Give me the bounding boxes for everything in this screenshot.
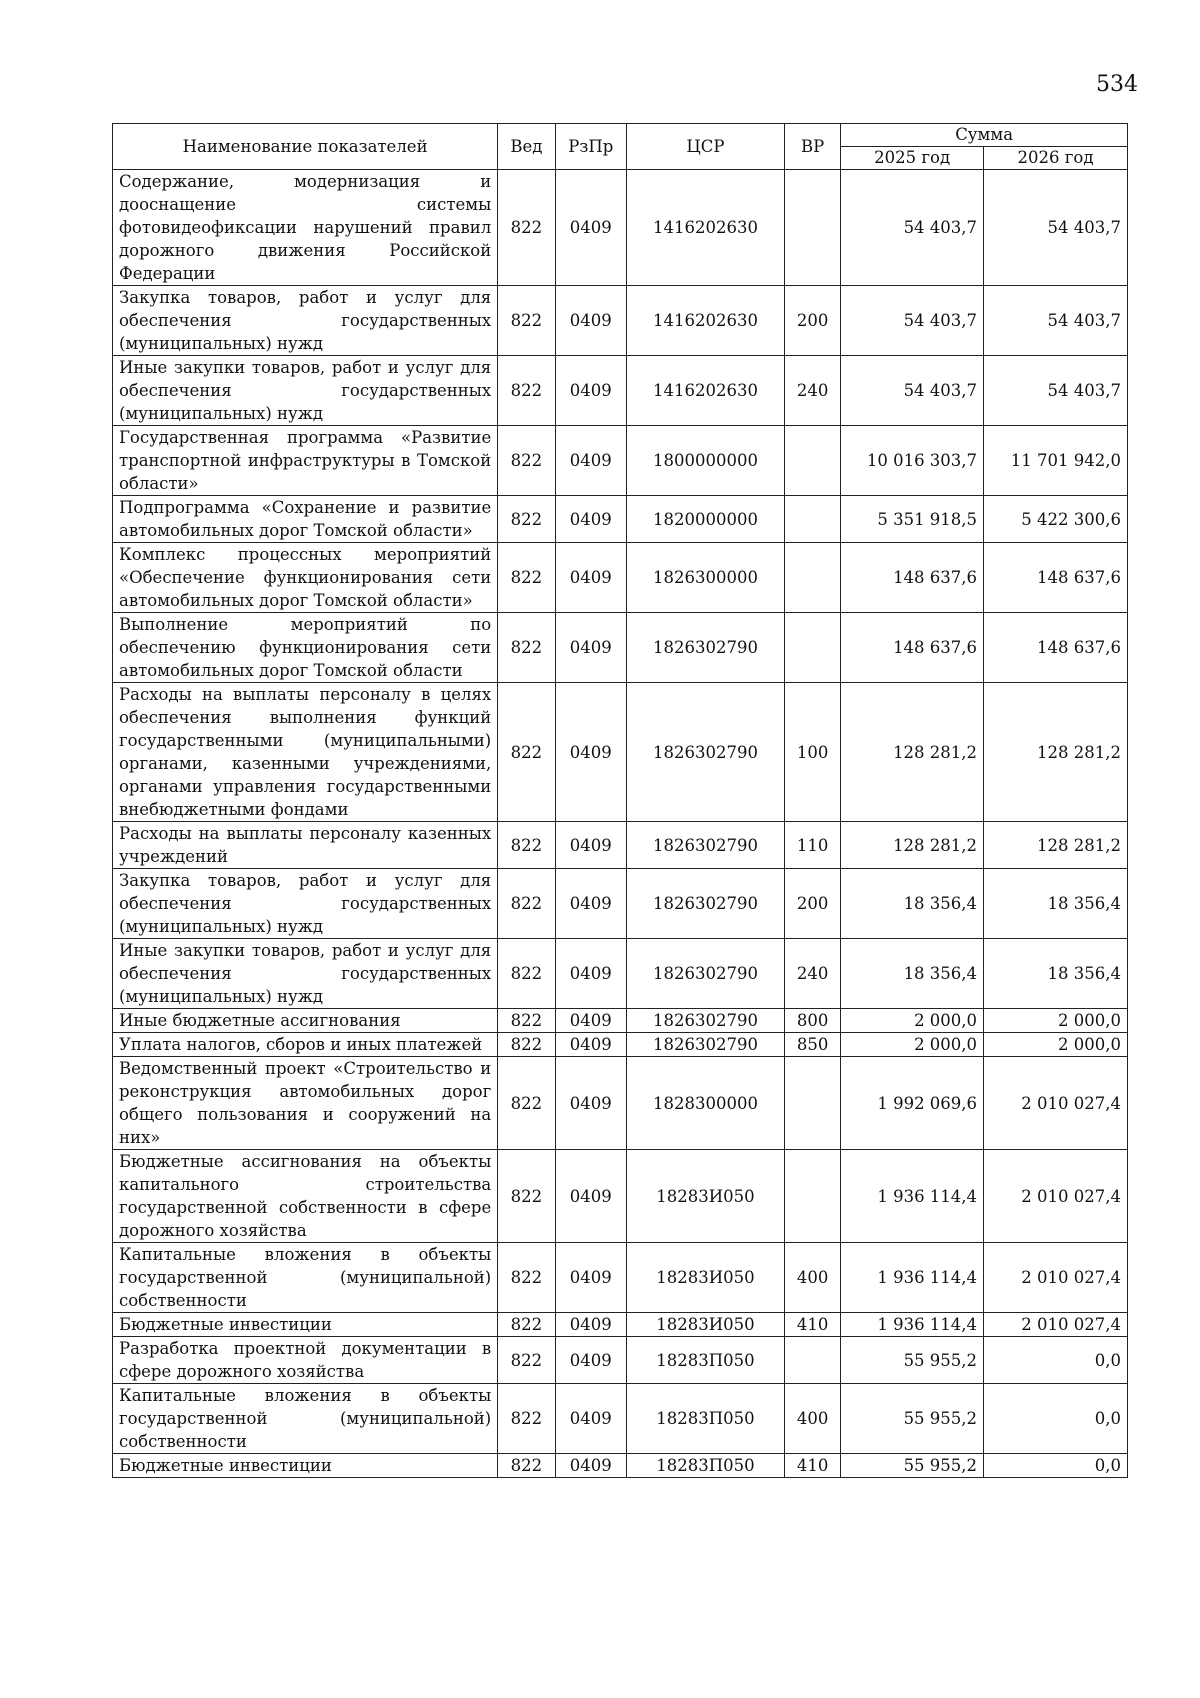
row-name: Иные закупки товаров, работ и услуг для обеспечения государственных (муниципальных) нужд — [113, 356, 498, 426]
row-ved: 822 — [498, 1243, 555, 1313]
row-sum-2025: 128 281,2 — [841, 822, 984, 869]
row-vr — [784, 613, 840, 683]
header-ved: Вед — [498, 124, 555, 170]
header-rzpr: РзПр — [555, 124, 626, 170]
row-name: Расходы на выплаты персоналу казенных учреждений — [113, 822, 498, 869]
row-sum-2026: 0,0 — [984, 1337, 1128, 1384]
row-vr — [784, 496, 840, 543]
row-sum-2026: 2 000,0 — [984, 1033, 1128, 1057]
row-csr: 1826302790 — [626, 939, 784, 1009]
table-row — [113, 496, 1128, 543]
row-sum-2025: 55 955,2 — [841, 1384, 984, 1454]
table-body — [113, 170, 1128, 1478]
row-ved: 822 — [498, 356, 555, 426]
table-row — [113, 426, 1128, 496]
row-ved: 822 — [498, 869, 555, 939]
row-sum-2026: 54 403,7 — [984, 356, 1128, 426]
row-csr: 18283П050 — [626, 1384, 784, 1454]
row-sum-2026: 2 000,0 — [984, 1009, 1128, 1033]
row-vr — [784, 426, 840, 496]
row-name: Ведомственный проект «Строительство и реконструкция автомобильных дорог общего пользования и сооружений на них» — [113, 1057, 498, 1150]
row-csr: 18283П050 — [626, 1454, 784, 1478]
row-rzpr: 0409 — [555, 683, 626, 822]
row-sum-2026: 2 010 027,4 — [984, 1057, 1128, 1150]
row-sum-2025: 18 356,4 — [841, 869, 984, 939]
table-row — [113, 822, 1128, 869]
row-vr: 800 — [784, 1009, 840, 1033]
row-sum-2025: 10 016 303,7 — [841, 426, 984, 496]
table-header — [113, 124, 1128, 170]
row-ved: 822 — [498, 1313, 555, 1337]
row-csr: 1826302790 — [626, 683, 784, 822]
table-row — [113, 869, 1128, 939]
table-row — [113, 1009, 1128, 1033]
row-ved: 822 — [498, 1033, 555, 1057]
row-csr: 1416202630 — [626, 286, 784, 356]
table-row — [113, 356, 1128, 426]
row-csr: 1826302790 — [626, 1033, 784, 1057]
row-ved: 822 — [498, 1150, 555, 1243]
row-name: Государственная программа «Развитие транспортной инфраструктуры в Томской области» — [113, 426, 498, 496]
row-sum-2026: 2 010 027,4 — [984, 1150, 1128, 1243]
row-rzpr: 0409 — [555, 822, 626, 869]
row-sum-2026: 11 701 942,0 — [984, 426, 1128, 496]
row-name: Капитальные вложения в объекты государственной (муниципальной) собственности — [113, 1243, 498, 1313]
row-rzpr: 0409 — [555, 496, 626, 543]
header-year-2025: 2025 год — [841, 147, 984, 170]
row-rzpr: 0409 — [555, 1150, 626, 1243]
row-ved: 822 — [498, 170, 555, 286]
row-ved: 822 — [498, 613, 555, 683]
row-vr: 110 — [784, 822, 840, 869]
row-name: Закупка товаров, работ и услуг для обеспечения государственных (муниципальных) нужд — [113, 286, 498, 356]
row-name: Содержание, модернизация и дооснащение системы фотовидеофиксации нарушений правил дорожного движения Российской Федерации — [113, 170, 498, 286]
row-csr: 1828300000 — [626, 1057, 784, 1150]
row-csr: 1416202630 — [626, 356, 784, 426]
row-sum-2026: 54 403,7 — [984, 286, 1128, 356]
table-row — [113, 170, 1128, 286]
page-number: 534 — [1096, 72, 1138, 97]
row-ved: 822 — [498, 426, 555, 496]
row-csr: 1826302790 — [626, 869, 784, 939]
row-sum-2025: 55 955,2 — [841, 1454, 984, 1478]
row-name: Бюджетные ассигнования на объекты капитального строительства государственной собственности в сфере дорожного хозяйства — [113, 1150, 498, 1243]
row-rzpr: 0409 — [555, 1057, 626, 1150]
row-vr: 200 — [784, 286, 840, 356]
row-ved: 822 — [498, 286, 555, 356]
row-ved: 822 — [498, 1337, 555, 1384]
row-rzpr: 0409 — [555, 1337, 626, 1384]
row-rzpr: 0409 — [555, 613, 626, 683]
row-sum-2025: 2 000,0 — [841, 1033, 984, 1057]
row-name: Комплекс процессных мероприятий «Обеспечение функционирования сети автомобильных дорог Томской области» — [113, 543, 498, 613]
row-rzpr: 0409 — [555, 1009, 626, 1033]
row-sum-2026: 5 422 300,6 — [984, 496, 1128, 543]
row-rzpr: 0409 — [555, 1243, 626, 1313]
row-vr: 100 — [784, 683, 840, 822]
row-rzpr: 0409 — [555, 286, 626, 356]
row-csr: 18283И050 — [626, 1150, 784, 1243]
row-sum-2025: 18 356,4 — [841, 939, 984, 1009]
row-vr: 200 — [784, 869, 840, 939]
row-name: Иные бюджетные ассигнования — [113, 1009, 498, 1033]
row-vr: 410 — [784, 1454, 840, 1478]
row-csr: 1826302790 — [626, 613, 784, 683]
row-sum-2026: 18 356,4 — [984, 869, 1128, 939]
row-sum-2025: 54 403,7 — [841, 170, 984, 286]
header-csr: ЦСР — [626, 124, 784, 170]
row-rzpr: 0409 — [555, 356, 626, 426]
row-sum-2026: 0,0 — [984, 1454, 1128, 1478]
table-row — [113, 1150, 1128, 1243]
row-ved: 822 — [498, 496, 555, 543]
row-vr — [784, 1337, 840, 1384]
row-vr: 400 — [784, 1384, 840, 1454]
row-ved: 822 — [498, 822, 555, 869]
row-csr: 18283И050 — [626, 1243, 784, 1313]
table-row — [113, 543, 1128, 613]
table-row — [113, 683, 1128, 822]
row-name: Закупка товаров, работ и услуг для обеспечения государственных (муниципальных) нужд — [113, 869, 498, 939]
row-sum-2026: 148 637,6 — [984, 613, 1128, 683]
row-rzpr: 0409 — [555, 1313, 626, 1337]
table-row — [113, 613, 1128, 683]
row-name: Подпрограмма «Сохранение и развитие автомобильных дорог Томской области» — [113, 496, 498, 543]
row-sum-2025: 54 403,7 — [841, 356, 984, 426]
row-sum-2025: 1 936 114,4 — [841, 1313, 984, 1337]
row-sum-2026: 18 356,4 — [984, 939, 1128, 1009]
row-name: Бюджетные инвестиции — [113, 1313, 498, 1337]
row-csr: 1800000000 — [626, 426, 784, 496]
row-name: Разработка проектной документации в сфере дорожного хозяйства — [113, 1337, 498, 1384]
row-rzpr: 0409 — [555, 1454, 626, 1478]
row-sum-2025: 148 637,6 — [841, 613, 984, 683]
row-csr: 18283П050 — [626, 1337, 784, 1384]
row-rzpr: 0409 — [555, 170, 626, 286]
row-vr: 400 — [784, 1243, 840, 1313]
row-rzpr: 0409 — [555, 543, 626, 613]
row-sum-2025: 54 403,7 — [841, 286, 984, 356]
row-sum-2025: 128 281,2 — [841, 683, 984, 822]
header-vr: ВР — [784, 124, 840, 170]
row-csr: 1826302790 — [626, 1009, 784, 1033]
row-vr: 240 — [784, 939, 840, 1009]
table-row — [113, 939, 1128, 1009]
header-year-2026: 2026 год — [984, 147, 1128, 170]
row-vr — [784, 1150, 840, 1243]
table-row — [113, 286, 1128, 356]
row-sum-2026: 128 281,2 — [984, 822, 1128, 869]
table-row — [113, 1057, 1128, 1150]
row-csr: 1826300000 — [626, 543, 784, 613]
row-ved: 822 — [498, 543, 555, 613]
row-sum-2025: 148 637,6 — [841, 543, 984, 613]
row-sum-2025: 5 351 918,5 — [841, 496, 984, 543]
table-row — [113, 1337, 1128, 1384]
row-rzpr: 0409 — [555, 939, 626, 1009]
row-sum-2025: 55 955,2 — [841, 1337, 984, 1384]
row-name: Выполнение мероприятий по обеспечению функционирования сети автомобильных дорог Томской области — [113, 613, 498, 683]
table-row — [113, 1384, 1128, 1454]
table-row — [113, 1454, 1128, 1478]
row-sum-2026: 128 281,2 — [984, 683, 1128, 822]
row-csr: 1820000000 — [626, 496, 784, 543]
row-sum-2025: 1 936 114,4 — [841, 1150, 984, 1243]
row-vr: 850 — [784, 1033, 840, 1057]
row-sum-2026: 54 403,7 — [984, 170, 1128, 286]
row-csr: 1826302790 — [626, 822, 784, 869]
header-sum: Сумма — [841, 124, 1128, 147]
row-vr — [784, 1057, 840, 1150]
row-name: Расходы на выплаты персоналу в целях обеспечения выполнения функций государственными (муниципальными) органами, казенными учреждениями, органами управления государственными внебюджетными фондами — [113, 683, 498, 822]
row-name: Уплата налогов, сборов и иных платежей — [113, 1033, 498, 1057]
row-csr: 18283И050 — [626, 1313, 784, 1337]
row-rzpr: 0409 — [555, 426, 626, 496]
row-rzpr: 0409 — [555, 1033, 626, 1057]
table-row — [113, 1313, 1128, 1337]
row-ved: 822 — [498, 683, 555, 822]
budget-table — [112, 123, 1128, 1478]
row-ved: 822 — [498, 1057, 555, 1150]
row-vr — [784, 543, 840, 613]
row-vr: 410 — [784, 1313, 840, 1337]
row-name: Капитальные вложения в объекты государственной (муниципальной) собственности — [113, 1384, 498, 1454]
row-ved: 822 — [498, 1454, 555, 1478]
table-row — [113, 1033, 1128, 1057]
row-sum-2026: 2 010 027,4 — [984, 1313, 1128, 1337]
row-sum-2026: 2 010 027,4 — [984, 1243, 1128, 1313]
table-row — [113, 1243, 1128, 1313]
row-sum-2025: 1 992 069,6 — [841, 1057, 984, 1150]
row-ved: 822 — [498, 939, 555, 1009]
row-csr: 1416202630 — [626, 170, 784, 286]
row-rzpr: 0409 — [555, 1384, 626, 1454]
row-vr: 240 — [784, 356, 840, 426]
header-name: Наименование показателей — [113, 124, 498, 170]
row-ved: 822 — [498, 1009, 555, 1033]
row-sum-2026: 148 637,6 — [984, 543, 1128, 613]
row-name: Бюджетные инвестиции — [113, 1454, 498, 1478]
row-sum-2025: 2 000,0 — [841, 1009, 984, 1033]
row-rzpr: 0409 — [555, 869, 626, 939]
row-vr — [784, 170, 840, 286]
row-ved: 822 — [498, 1384, 555, 1454]
row-sum-2026: 0,0 — [984, 1384, 1128, 1454]
row-name: Иные закупки товаров, работ и услуг для обеспечения государственных (муниципальных) нужд — [113, 939, 498, 1009]
row-sum-2025: 1 936 114,4 — [841, 1243, 984, 1313]
